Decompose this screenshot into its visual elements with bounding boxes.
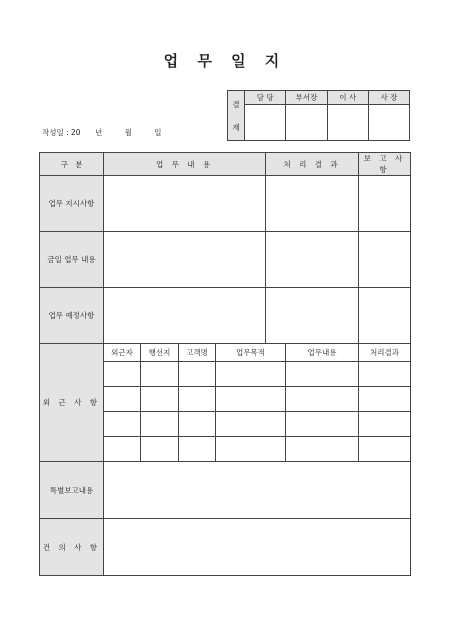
header-report: 보 고 사 항	[359, 153, 411, 176]
outside-cell[interactable]	[141, 437, 179, 462]
outside-column-header: 외근자	[104, 344, 141, 362]
outside-cell[interactable]	[141, 412, 179, 437]
approval-side-label: 결 재	[228, 91, 245, 141]
outside-cell[interactable]	[104, 437, 141, 462]
outside-cell[interactable]	[104, 412, 141, 437]
signature-box[interactable]	[245, 105, 286, 141]
instruction-content-cell[interactable]	[104, 176, 266, 232]
outside-cell[interactable]	[179, 412, 216, 437]
instruction-report-cell[interactable]	[359, 176, 411, 232]
header-result: 처 리 결 과	[266, 153, 359, 176]
approval-role: 이 사	[327, 91, 368, 105]
outside-cell[interactable]	[286, 412, 359, 437]
plan-content-cell[interactable]	[104, 288, 266, 344]
outside-cell[interactable]	[359, 387, 411, 412]
row-label-special: 특별보고내용	[40, 462, 104, 519]
approval-role: 부서장	[286, 91, 327, 105]
outside-cell[interactable]	[359, 437, 411, 462]
signature-box[interactable]	[368, 105, 409, 141]
outside-cell[interactable]	[359, 362, 411, 387]
outside-cell[interactable]	[104, 387, 141, 412]
row-label-instruction: 업무 지시사항	[40, 176, 104, 232]
outside-cell[interactable]	[216, 362, 286, 387]
today-result-cell[interactable]	[266, 232, 359, 288]
outside-column-header: 행선지	[141, 344, 179, 362]
special-report-cell[interactable]	[104, 462, 411, 519]
header-category: 구 분	[40, 153, 104, 176]
outside-column-header: 업무내용	[286, 344, 359, 362]
row-label-today: 금일 업무 내용	[40, 232, 104, 288]
signature-box[interactable]	[286, 105, 327, 141]
date-label: 작성일 : 20	[42, 128, 81, 137]
outside-column-header: 처리결과	[359, 344, 411, 362]
outside-cell[interactable]	[216, 437, 286, 462]
outside-cell[interactable]	[286, 437, 359, 462]
day-unit: 일	[154, 128, 162, 137]
plan-report-cell[interactable]	[359, 288, 411, 344]
today-content-cell[interactable]	[104, 232, 266, 288]
signature-box[interactable]	[327, 105, 368, 141]
outside-cell[interactable]	[179, 437, 216, 462]
today-report-cell[interactable]	[359, 232, 411, 288]
outside-cell[interactable]	[359, 412, 411, 437]
outside-column-header: 고객명	[179, 344, 216, 362]
suggestion-cell[interactable]	[104, 519, 411, 576]
instruction-result-cell[interactable]	[266, 176, 359, 232]
outside-cell[interactable]	[286, 387, 359, 412]
year-unit: 년	[94, 128, 103, 137]
header-content: 업 무 내 용	[104, 153, 266, 176]
outside-cell[interactable]	[141, 362, 179, 387]
outside-cell[interactable]	[216, 412, 286, 437]
approval-role: 담 당	[245, 91, 286, 105]
page-title: 업 무 일 지	[163, 52, 287, 70]
outside-cell[interactable]	[179, 387, 216, 412]
outside-cell[interactable]	[286, 362, 359, 387]
approval-table	[227, 90, 410, 141]
row-label-outside: 외 근 사 항	[40, 344, 104, 462]
outside-cell[interactable]	[104, 362, 141, 387]
row-label-suggestion: 건 의 사 항	[40, 519, 104, 576]
plan-result-cell[interactable]	[266, 288, 359, 344]
outside-cell[interactable]	[216, 387, 286, 412]
row-label-plan: 업무 예정사항	[40, 288, 104, 344]
outside-column-header: 업무목적	[216, 344, 286, 362]
date-line	[42, 127, 162, 138]
approval-role: 사 장	[368, 91, 409, 105]
work-log-table	[39, 152, 411, 576]
month-unit: 월	[124, 128, 132, 137]
outside-cell[interactable]	[141, 387, 179, 412]
outside-cell[interactable]	[179, 362, 216, 387]
